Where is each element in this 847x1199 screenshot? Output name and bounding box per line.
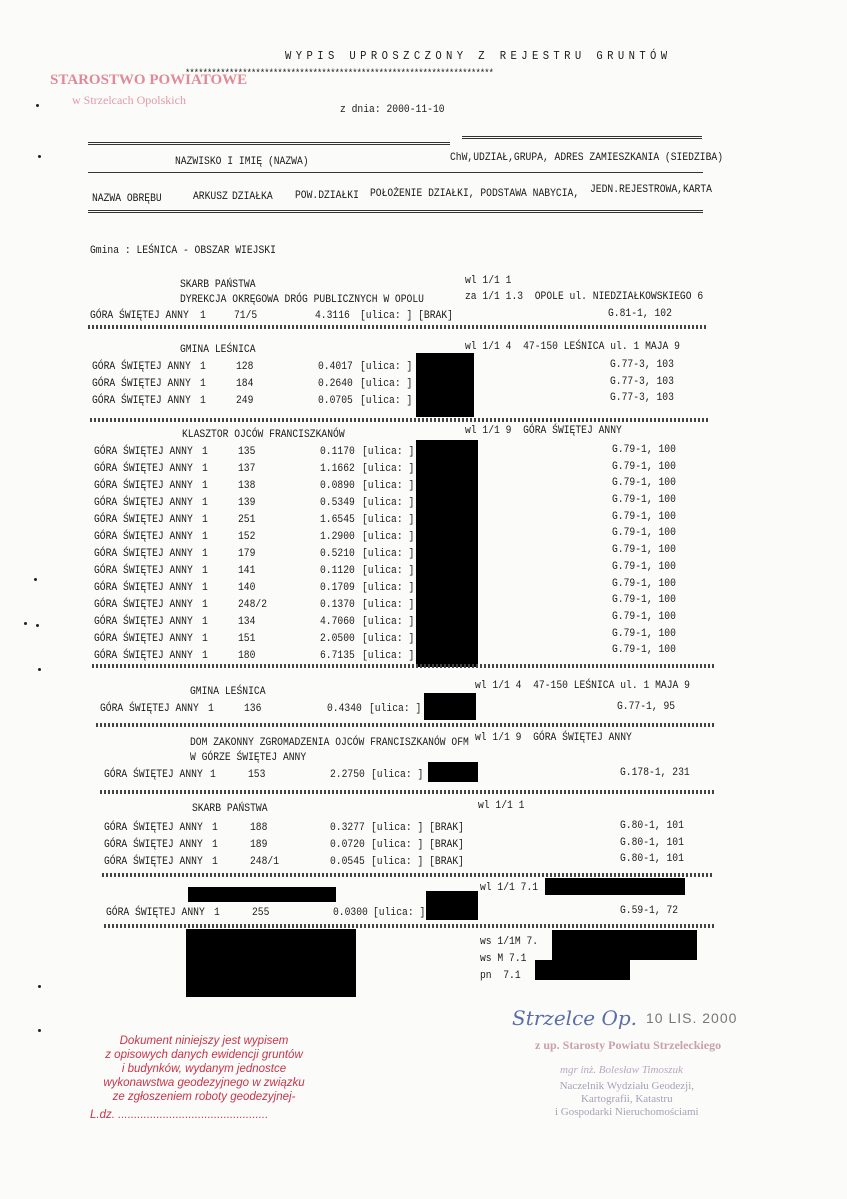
header-dzialka: DZIAŁKA [232,191,273,203]
g1-owner2: DYREKCJA OKRĘGOWA DRÓG PUBLICZNYCH W OPOLU [180,294,424,306]
parcel-arkusz: 1 [202,497,208,509]
document-title: WYPIS UPROSZCZONY Z REJESTRU GRUNTÓW [285,49,672,63]
authority-stamp: z up. Starosty Powiatu Strzeleckiego [535,1038,722,1052]
parcel-obreb: GÓRA ŚWIĘTEJ ANNY [92,378,191,390]
parcel-register-unit: G.77-3, 103 [610,376,674,388]
parcel-dzialka: 189 [250,839,268,851]
parcel-location: [ulica: ] [362,582,415,594]
parcel-area: 0.4017 [318,361,353,373]
parcel-obreb: GÓRA ŚWIĘTEJ ANNY [104,822,203,834]
parcel-dzialka: 139 [238,497,256,509]
margin-dot [38,668,41,671]
parcel-dzialka: 248/2 [238,599,268,611]
ldz-line: L.dz. ............................................... [90,1109,269,1121]
parcel-dzialka: 153 [248,769,266,781]
parcel-arkusz: 1 [202,616,208,628]
parcel-obreb: GÓRA ŚWIĘTEJ ANNY [94,497,193,509]
group-separator [102,873,714,877]
office-stamp-line1: STAROSTWO POWIATOWE [50,72,248,88]
g6-owner: SKARB PAŃSTWA [192,803,268,815]
parcel-register-unit: G.79-1, 100 [612,628,676,640]
group-separator [88,325,706,329]
parcel-obreb: GÓRA ŚWIĘTEJ ANNY [92,361,191,373]
parcel-area: 6.7135 [320,650,355,662]
margin-dot [34,578,37,581]
redaction-block [535,960,630,980]
parcel-location: [ulica: ] [BRAK] [371,839,464,851]
parcel-area: 4.7060 [320,616,355,628]
parcel-arkusz: 1 [208,703,214,715]
parcel-obreb: GÓRA ŚWIĘTEJ ANNY [94,650,193,662]
parcel-arkusz: 1 [202,633,208,645]
parcel-area: 0.0300 [333,907,368,919]
header-rule [462,136,702,139]
parcel-location: [ulica: ] [360,378,413,390]
group-separator [100,790,714,794]
parcel-dzialka: 255 [252,907,270,919]
parcel-dzialka: 136 [244,703,262,715]
parcel-register-unit: G.77-3, 103 [610,359,674,371]
parcel-register-unit: G.79-1, 100 [612,444,676,456]
parcel-obreb: GÓRA ŚWIĘTEJ ANNY [104,856,203,868]
parcel-area: 0.0890 [320,480,355,492]
g1-owner1: SKARB PAŃSTWA [180,279,256,291]
margin-dot [38,155,41,158]
margin-dot [36,624,39,627]
parcel-location: [ulica: ] [362,480,415,492]
parcel-arkusz: 1 [212,856,218,868]
parcel-register-unit: G.79-1, 100 [612,494,676,506]
parcel-obreb: GÓRA ŚWIĘTEJ ANNY [104,839,203,851]
parcel-area: 2.2750 [330,769,365,781]
parcel-obreb: GÓRA ŚWIĘTEJ ANNY [90,310,189,322]
parcel-obreb: GÓRA ŚWIĘTEJ ANNY [94,565,193,577]
parcel-dzialka: 152 [238,531,256,543]
parcel-location: [ulica: ] [362,650,415,662]
parcel-register-unit: G.79-1, 100 [612,644,676,656]
parcel-area: 0.5210 [320,548,355,560]
header-rule [88,172,703,173]
parcel-dzialka: 248/1 [250,856,280,868]
parcel-arkusz: 1 [200,310,206,322]
parcel-area: 0.0705 [318,395,353,407]
header-name: NAZWISKO I IMIĘ (NAZWA) [175,156,309,168]
redaction-block [416,440,478,667]
g4-owner: GMINA LEŚNICA [190,686,266,698]
group-separator [92,664,714,668]
parcel-arkusz: 1 [202,582,208,594]
margin-dot [38,1029,41,1032]
group-separator [104,924,716,928]
redaction-block [428,762,478,782]
header-obreb: NAZWA OBRĘBU [92,193,162,205]
parcel-dzialka: 151 [238,633,256,645]
parcel-register-unit: G.79-1, 100 [612,477,676,489]
parcel-register-unit: G.79-1, 100 [612,611,676,623]
parcel-register-unit: G.79-1, 100 [612,561,676,573]
header-polozenie: POŁOŻENIE DZIAŁKI, PODSTAWA NABYCIA, [370,188,580,200]
parcel-arkusz: 1 [202,565,208,577]
parcel-location: [ulica: ] [360,395,413,407]
parcel-arkusz: 1 [202,650,208,662]
parcel-area: 1.6545 [320,514,355,526]
redaction-block [552,930,697,960]
parcel-register-unit: G.81-1, 102 [608,308,672,320]
parcel-arkusz: 1 [202,548,208,560]
header-rule [88,210,703,213]
parcel-register-unit: G.178-1, 231 [620,767,690,779]
parcel-dzialka: 134 [238,616,256,628]
parcel-location: [ulica: ] [369,703,422,715]
parcel-obreb: GÓRA ŚWIĘTEJ ANNY [94,463,193,475]
parcel-dzialka: 135 [238,446,256,458]
parcel-dzialka: 140 [238,582,256,594]
parcel-dzialka: 251 [238,514,256,526]
margin-dot [36,104,39,107]
g2-share: wl 1/1 4 47-150 LEŚNICA ul. 1 MAJA 9 [465,341,680,353]
parcel-location: [ulica: ] [BRAK] [360,310,453,322]
parcel-register-unit: G.79-1, 100 [612,578,676,590]
parcel-arkusz: 1 [202,446,208,458]
parcel-register-unit: G.80-1, 101 [620,820,684,832]
margin-dot [38,985,41,988]
g5-owner1: DOM ZAKONNY ZGROMADZENIA OJCÓW FRANCISZKANÓW OFM [190,737,469,749]
parcel-obreb: GÓRA ŚWIĘTEJ ANNY [94,582,193,594]
handwritten-place: Strzelce Op. [512,1006,638,1030]
parcel-area: 0.1120 [320,565,355,577]
g6-share: wl 1/1 1 [478,800,525,812]
redaction-block [416,353,474,417]
parcel-arkusz: 1 [212,822,218,834]
g8-share2: ws M 7.1 [480,953,527,965]
header-rule [88,142,450,145]
office-stamp-line2: w Strzelcach Opolskich [72,93,186,107]
redaction-block [426,891,478,920]
parcel-dzialka: 71/5 [234,310,258,322]
parcel-area: 0.3277 [330,822,365,834]
g5-share: wl 1/1 9 GÓRA ŚWIĘTEJ ANNY [475,732,632,744]
parcel-dzialka: 141 [238,565,256,577]
parcel-location: [ulica: ] [362,633,415,645]
parcel-area: 1.1662 [320,463,355,475]
parcel-area: 0.2640 [318,378,353,390]
parcel-location: [ulica: ] [362,548,415,560]
group-separator [96,723,714,727]
parcel-register-unit: G.77-3, 103 [610,392,674,404]
parcel-area: 0.1370 [320,599,355,611]
signer-name: mgr inż. Bolesław Timoszuk [560,1064,683,1076]
g8-share3: pn 7.1 [480,970,521,982]
parcel-location: [ulica: ] [373,907,426,919]
parcel-register-unit: G.80-1, 101 [620,853,684,865]
parcel-location: [ulica: ] [362,565,415,577]
parcel-arkusz: 1 [202,599,208,611]
parcel-arkusz: 1 [202,480,208,492]
header-address: ChW,UDZIAŁ,GRUPA, ADRES ZAMIESZKANIA (SIEDZIBA) [450,152,724,164]
parcel-register-unit: G.80-1, 101 [620,837,684,849]
parcel-obreb: GÓRA ŚWIĘTEJ ANNY [94,599,193,611]
parcel-register-unit: G.77-1, 95 [617,701,676,713]
title-underline-stars: ********************************************************************** [185,69,494,80]
parcel-register-unit: G.79-1, 100 [612,461,676,473]
parcel-area: 0.0720 [330,839,365,851]
parcel-obreb: GÓRA ŚWIĘTEJ ANNY [94,548,193,560]
g4-share: wl 1/1 4 47-150 LEŚNICA ul. 1 MAJA 9 [475,680,690,692]
parcel-dzialka: 184 [236,378,254,390]
parcel-register-unit: G.79-1, 100 [612,544,676,556]
document-note: Dokument niniejszy jest wypisem z opisowych danych ewidencji gruntów i budynków, wydanym jednostce wykonawstwa geodezyjnego w związku ze zgłoszeniem roboty geodezyjnej- [103,1035,305,1103]
redaction-block [424,693,476,720]
parcel-dzialka: 188 [250,822,268,834]
parcel-area: 2.0500 [320,633,355,645]
parcel-location: [ulica: ] [362,616,415,628]
parcel-dzialka: 179 [238,548,256,560]
redaction-block [188,887,336,902]
parcel-location: [ulica: ] [362,514,415,526]
parcel-obreb: GÓRA ŚWIĘTEJ ANNY [94,616,193,628]
parcel-register-unit: G.79-1, 100 [612,594,676,606]
parcel-location: [ulica: ] [360,361,413,373]
parcel-obreb: GÓRA ŚWIĘTEJ ANNY [92,395,191,407]
parcel-arkusz: 1 [200,378,206,390]
parcel-arkusz: 1 [200,395,206,407]
parcel-dzialka: 180 [238,650,256,662]
parcel-arkusz: 1 [202,514,208,526]
parcel-location: [ulica: ] [BRAK] [371,856,464,868]
parcel-obreb: GÓRA ŚWIĘTEJ ANNY [94,514,193,526]
g3-owner: KLASZTOR OJCÓW FRANCISZKANÓW [182,429,345,441]
gmina-heading: Gmina : LEŚNICA - OBSZAR WIEJSKI [90,245,276,257]
g1-share1: wl 1/1 1 [465,275,512,287]
parcel-arkusz: 1 [200,361,206,373]
parcel-location: [ulica: ] [BRAK] [371,822,464,834]
parcel-register-unit: G.79-1, 100 [612,511,676,523]
header-jedn: JEDN.REJESTROWA,KARTA [590,184,712,196]
parcel-area: 0.1170 [320,446,355,458]
parcel-obreb: GÓRA ŚWIĘTEJ ANNY [94,446,193,458]
parcel-location: [ulica: ] [362,463,415,475]
parcel-register-unit: G.79-1, 100 [612,527,676,539]
header-pow: POW.DZIAŁKI [295,190,359,202]
parcel-obreb: GÓRA ŚWIĘTEJ ANNY [100,703,199,715]
g2-owner: GMINA LEŚNICA [180,344,256,356]
g3-share: wl 1/1 9 GÓRA ŚWIĘTEJ ANNY [465,425,622,437]
g5-owner2: W GÓRZE ŚWIĘTEJ ANNY [190,752,307,764]
margin-dot [24,622,27,625]
parcel-arkusz: 1 [210,769,216,781]
redaction-block [186,929,356,997]
parcel-dzialka: 128 [236,361,254,373]
parcel-arkusz: 1 [212,839,218,851]
parcel-dzialka: 137 [238,463,256,475]
signer-title: Naczelnik Wydziału Geodezji, Kartografii, Katastru i Gospodarki Nieruchomościami [555,1080,699,1118]
date-stamp: 10 LIS. 2000 [646,1010,738,1026]
parcel-arkusz: 1 [202,463,208,475]
parcel-location: [ulica: ] [362,531,415,543]
parcel-area: 0.4340 [327,703,362,715]
parcel-location: [ulica: ] [362,446,415,458]
parcel-obreb: GÓRA ŚWIĘTEJ ANNY [94,633,193,645]
parcel-area: 1.2900 [320,531,355,543]
parcel-area: 0.1709 [320,582,355,594]
parcel-arkusz: 1 [202,531,208,543]
parcel-dzialka: 138 [238,480,256,492]
parcel-dzialka: 249 [236,395,254,407]
parcel-register-unit: G.59-1, 72 [620,905,679,917]
g7-share: wl 1/1 7.1 [480,882,539,894]
parcel-arkusz: 1 [214,907,220,919]
g8-share1: ws 1/1M 7. [480,936,539,948]
parcel-area: 4.3116 [315,310,350,322]
parcel-location: [ulica: ] [362,497,415,509]
parcel-obreb: GÓRA ŚWIĘTEJ ANNY [106,907,205,919]
parcel-area: 0.0545 [330,856,365,868]
parcel-obreb: GÓRA ŚWIĘTEJ ANNY [104,769,203,781]
parcel-area: 0.5349 [320,497,355,509]
parcel-obreb: GÓRA ŚWIĘTEJ ANNY [94,531,193,543]
parcel-location: [ulica: ] [362,599,415,611]
redaction-block [545,878,685,895]
parcel-obreb: GÓRA ŚWIĘTEJ ANNY [94,480,193,492]
parcel-location: [ulica: ] [371,769,424,781]
group-separator [90,418,708,422]
g1-share2: za 1/1 1.3 OPOLE ul. NIEDZIAŁKOWSKIEGO 6 [465,291,704,303]
date-line: z dnia: 2000-11-10 [340,104,445,116]
header-arkusz: ARKUSZ [193,191,228,203]
